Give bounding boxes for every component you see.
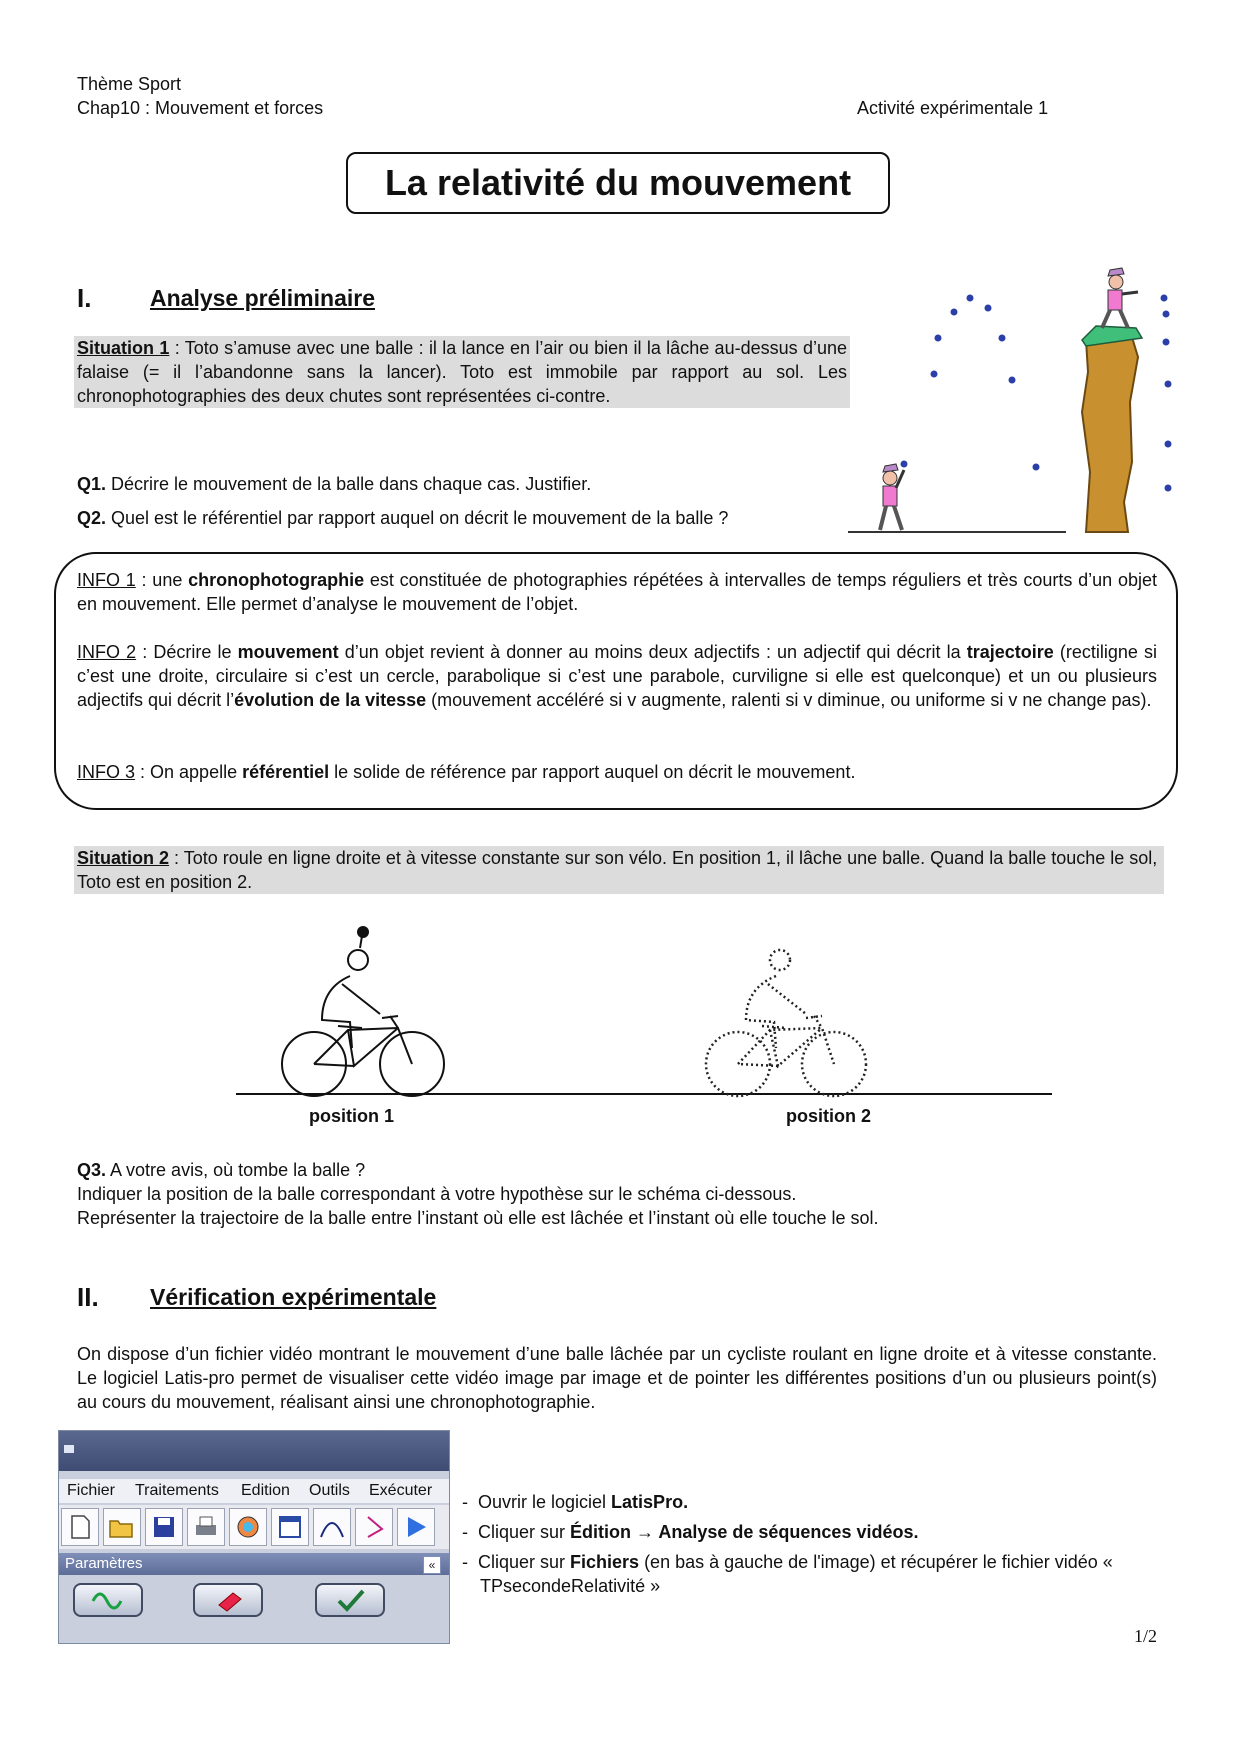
info-2 [77,640,1157,712]
latispro-window [58,1430,450,1644]
parameters-panel-header [59,1553,449,1575]
menu-fichier[interactable]: Fichier [67,1482,116,1499]
info-2-p3: (rectiligne si c’est une droite, circulaire si c’est un cercle, parabolique si c’est une parabole, curviligne si elle est quelconque) et un ou plusieurs adjectifs qui décrit l’ [77,642,1157,710]
section-1-number: I. [77,283,92,313]
info-2-p4: (mouvement accéléré si v augmente, ralenti si v diminue, ou uniforme si v ne change pas). [426,690,1152,710]
menu-executer[interactable]: Exécuter [369,1482,433,1499]
color-button[interactable] [229,1508,267,1546]
info-2-p2: d’un objet revient à donner au moins deux adjectifs : un adjectif qui décrit la [338,642,967,662]
thrown-ball-chronophotography [901,295,1040,471]
header-activity: Activité expérimentale 1 [857,98,1049,118]
info-2-b2: trajectoire [966,642,1054,662]
cliff-rock [1082,334,1138,532]
situation-1-text: : Toto s’amuse avec une balle : il la lance en l’air ou bien il la lâche au-dessus d’une falaise (= il l’abandonne sans la lancer). Toto est immobile par rapport au sol. Les chronophotographies des deux chutes sont représentées ci-contre. [77,338,847,406]
info-1-label: INFO 1 [77,570,136,590]
section-2-title: Vérification expérimentale [150,1284,437,1310]
cyclist-diagram [230,918,1060,1098]
kid-on-cliff-figure [1102,268,1138,328]
header-theme: Thème Sport [77,74,182,94]
situation-1-label: Situation 1 [77,338,170,358]
section-2-number: II. [77,1282,99,1312]
step-2-bold: Édition → Analyse de séquences vidéos. [570,1522,919,1542]
info-2-p1: : Décrire le [136,642,238,662]
position-2-label: position 2 [786,1106,871,1126]
validate-button[interactable] [315,1583,385,1617]
new-file-icon [62,1509,98,1545]
info-2-b3: évolution de la vitesse [234,690,427,710]
open-file-button[interactable] [103,1508,141,1546]
run-button[interactable] [397,1508,435,1546]
question-2 [77,506,728,530]
situation-1 [74,336,850,408]
page-title: La relativité du mouvement [346,152,890,214]
pointer-icon [356,1509,392,1545]
system-menu-icon[interactable] [64,1445,74,1453]
menu-edition[interactable]: Edition [241,1482,290,1499]
info-2-b1: mouvement [237,642,339,662]
checkmark-icon [317,1585,383,1615]
position-1-label: position 1 [309,1106,394,1126]
step-2-pre: Cliquer sur [478,1522,571,1542]
save-button[interactable] [145,1508,183,1546]
situation-2 [74,846,1164,894]
q1-text: Décrire le mouvement de la balle dans chaque cas. Justifier. [106,474,592,494]
new-file-button[interactable] [61,1508,99,1546]
question-1 [77,472,591,496]
q3-line-3: Représenter la trajectoire de la balle entre l’instant où elle est lâchée et l’instant où elle touche le sol. [77,1208,879,1228]
cyclist-position-1 [282,936,444,1096]
print-button[interactable] [187,1508,225,1546]
collapse-panel-button[interactable]: « [423,1556,441,1574]
printer-icon [188,1509,224,1545]
open-folder-icon [104,1509,140,1545]
info-3-pre: : On appelle [135,762,243,782]
eraser-icon [195,1585,261,1615]
step-3: - Cliquer sur Fichiers (en bas à gauche de l'image) et récupérer le fichier vidéo « TPsecondeRelativité » [462,1552,1113,1596]
window-titlebar [59,1431,449,1471]
dropped-ball-chronophotography [1161,295,1172,492]
step-1: - Ouvrir le logiciel LatisPro. [462,1492,689,1512]
play-icon [398,1509,434,1545]
info-3 [77,760,1157,784]
floppy-disk-icon [146,1509,182,1545]
toolbar [59,1505,449,1549]
cyclist-position-2 [706,950,866,1096]
info-1-bold: chronophotographie [188,570,365,590]
page-number: 1/2 [1134,1626,1158,1646]
ball-released [357,926,369,938]
kid-on-ground-figure [880,464,904,530]
step-2: - Cliquer sur Édition → Analyse de séquences vidéos. [462,1522,919,1542]
info-3-post: le solide de référence par rapport auquel on décrit le mouvement. [329,762,856,782]
q3-line-2: Indiquer la position de la balle correspondant à votre hypothèse sur le schéma ci-dessous. [77,1184,797,1204]
reset-button[interactable] [193,1583,263,1617]
info-1-pre: : une [135,570,189,590]
info-1 [77,568,1157,616]
header-chapter: Chap10 : Mouvement et forces [77,98,324,118]
menu-traitements[interactable]: Traitements [135,1482,219,1499]
info-2-label: INFO 2 [77,642,137,662]
cliff-chronophotography [846,262,1180,538]
q3-label: Q3. [77,1160,107,1180]
q2-label: Q2. [77,508,107,528]
info-3-label: INFO 3 [77,762,136,782]
situation-2-label: Situation 2 [77,848,170,868]
step-1-pre: Ouvrir le logiciel [478,1492,612,1512]
parameters-label: Paramètres [65,1555,143,1572]
sine-wave-icon [75,1585,141,1615]
section-2-intro: On dispose d’un fichier vidéo montrant le mouvement d’une balle lâchée par un cycliste roulant en ligne droite et à vitesse constante. Le logiciel Latis-pro permet de visualiser cette vidéo image par image et de pointer les différentes positions d’un ou plusieurs point(s) au cours du mouvement, réalisant ainsi une chronophotographie. [77,1344,1157,1412]
q1-label: Q1. [77,474,107,494]
signal-button[interactable] [73,1583,143,1617]
q3-line1: A votre avis, où tombe la balle ? [106,1160,366,1180]
curve-button[interactable] [313,1508,351,1546]
curve-icon [314,1509,350,1545]
step-3-post: (en bas à gauche de l'image) et récupérer le fichier vidéo « TPsecondeRelativité » [480,1552,1113,1596]
info-1-post: est constituée de photographies répétées à intervalles de temps réguliers et très courts d’un objet en mouvement. Elle permet d’analyse le mouvement de l’objet. [77,570,1157,614]
situation-2-text: : Toto roule en ligne droite et à vitesse constante sur son vélo. En position 1, il lâche une balle. Quand la balle touche le sol, Toto est en position 2. [77,848,1158,892]
menu-outils[interactable]: Outils [309,1482,350,1499]
table-window-icon [272,1509,308,1545]
info-3-bold: référentiel [242,762,330,782]
step-3-pre: Cliquer sur [478,1552,571,1572]
pointer-button[interactable] [355,1508,393,1546]
section-1-title: Analyse préliminaire [150,285,375,311]
color-wheel-icon [230,1509,266,1545]
question-3 [77,1158,365,1182]
step-3-bold: Fichiers [570,1552,640,1572]
menu-bar [59,1479,449,1503]
table-button[interactable] [271,1508,309,1546]
q2-text: Quel est le référentiel par rapport auquel on décrit le mouvement de la balle ? [106,508,729,528]
step-1-bold: LatisPro. [611,1492,689,1512]
